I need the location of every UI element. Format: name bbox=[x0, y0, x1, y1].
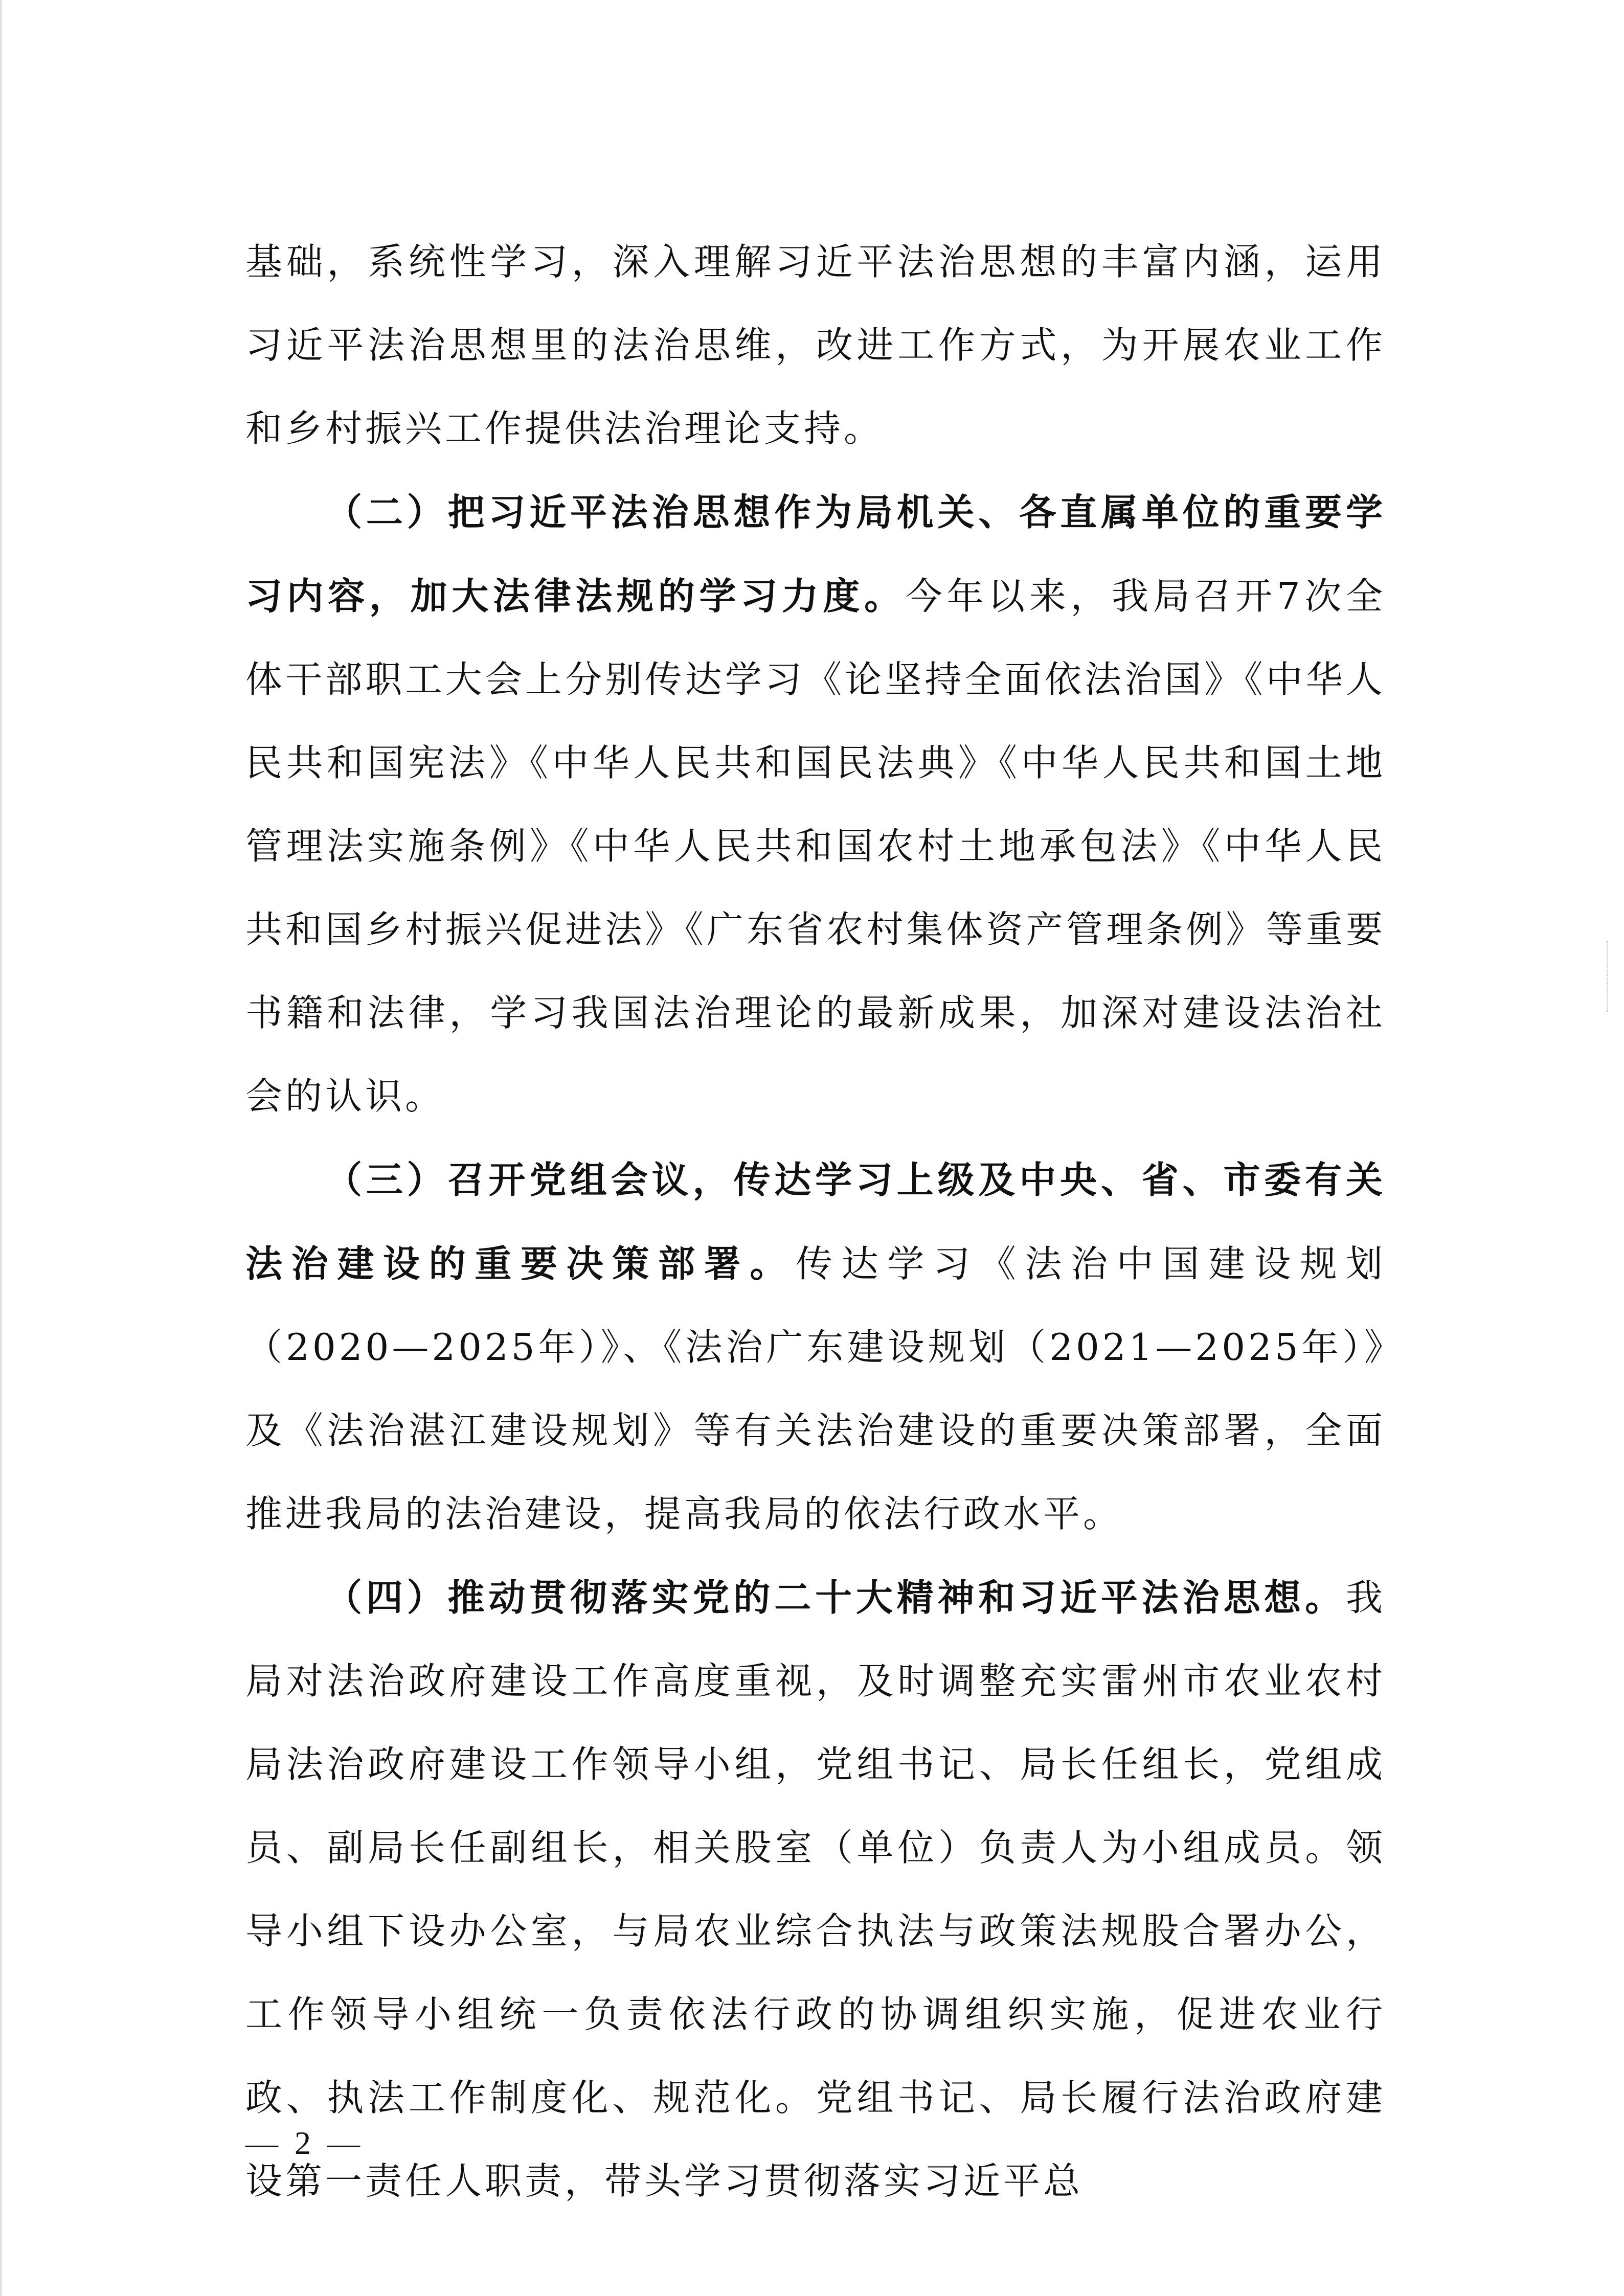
scan-edge-shadow bbox=[0, 0, 3, 2296]
document-body bbox=[245, 220, 1386, 2223]
paragraph-text: 我局对法治政府建设工作高度重视，及时调整充实雷州市农业农村局法治政府建设工作领导小组，党组书记、局长任组长，党组成员、副局长任副组长，相关股室（单位）负责人为小组成员。领导小组下设办公室，与局农业综合执法与政策法规股合署办公，工作领导小组统一负责依法行政的协调组织实施，促进农业行政、执法工作制度化、规范化。党组书记、局长履行法治政府建设第一责任人职责，带头学习贯彻落实习近平总 bbox=[245, 1576, 1386, 2202]
paragraph-text: 传达学习《法治中国建设规划（2020—2025年）》、《法治广东建设规划（2021—2025年）》及《法治湛江建设规划》等有关法治建设的重要决策部署，全面推进我局的法治建设，提高我局的依法行政水平。 bbox=[245, 1242, 1386, 1535]
paragraph-text: 今年以来，我局召开7次全体干部职工大会上分别传达学习《论坚持全面依法治国》《中华人民共和国宪法》《中华人民共和国民法典》《中华人民共和国土地管理法实施条例》《中华人民共和国农村土地承包法》《中华人民共和国乡村振兴促进法》《广东省农村集体资产管理条例》等重要书籍和法律，学习我国法治理论的最新成果，加深对建设法治社会的认识。 bbox=[245, 575, 1386, 1118]
paragraph-heading: （二）把习近平法治思想作为局机关、各直属单位的重要学习内容，加大法律法规的学习力度。 bbox=[245, 490, 1386, 618]
paragraph-2 bbox=[245, 470, 1386, 1138]
paragraph-heading: （四）推动贯彻落实党的二十大精神和习近平法治思想。 bbox=[325, 1576, 1346, 1619]
paragraph-heading: （三）召开党组会议，传达学习上级及中央、省、市委有关法治建设的重要决策部署。 bbox=[245, 1158, 1386, 1285]
paragraph-4 bbox=[245, 1556, 1386, 2223]
page-number: — 2 — bbox=[245, 2125, 364, 2161]
paragraph-3 bbox=[245, 1138, 1386, 1556]
paragraph-1 bbox=[245, 220, 1386, 470]
paragraph-text: 基础，系统性学习，深入理解习近平法治思想的丰富内涵，运用习近平法治思想里的法治思维，改进工作方式，为开展农业工作和乡村振兴工作提供法治理论支持。 bbox=[245, 240, 1386, 450]
scan-margin-marks bbox=[1607, 941, 1609, 1012]
